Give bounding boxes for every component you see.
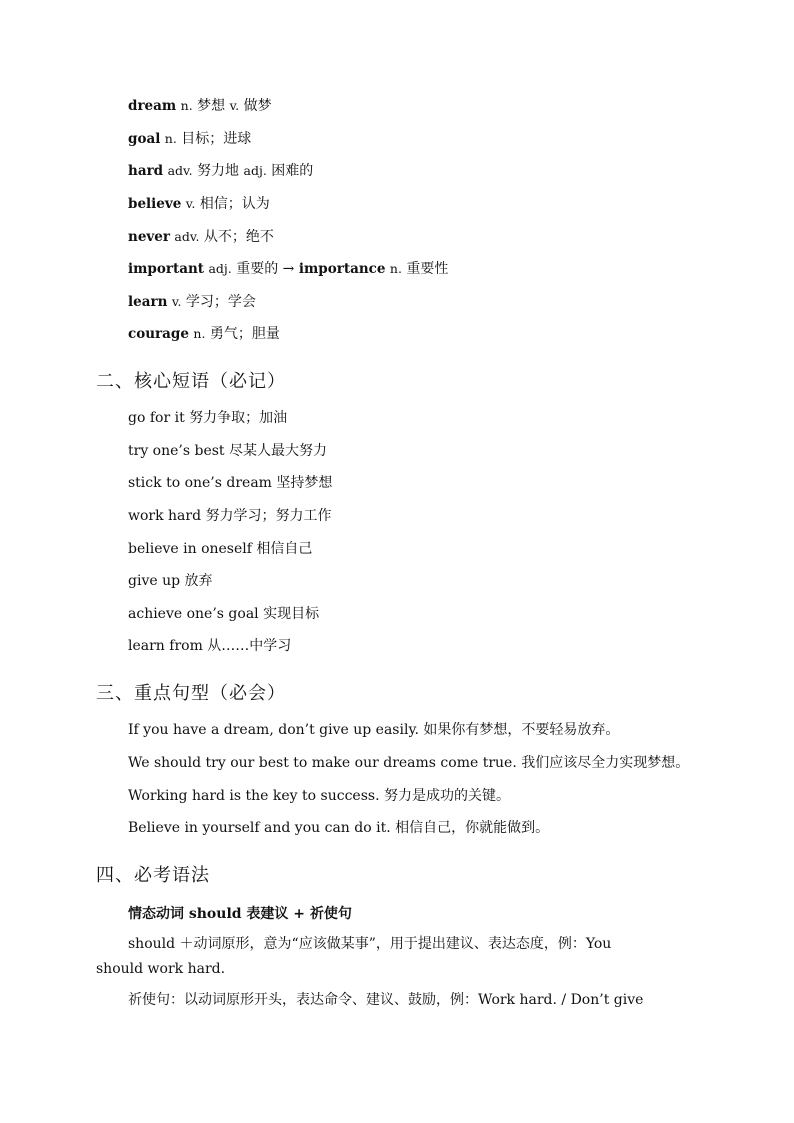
grammar-paragraph: 祈使句：以动词原形开头，表达命令、建议、鼓励，例：Work hard. / Don’t give: [128, 992, 644, 1008]
grammar-paragraph: should work hard.: [96, 961, 226, 977]
vocab-word: goal: [128, 131, 161, 147]
vocab-pos: n.: [193, 326, 206, 341]
phrase-item: try one’s best 尽某人最大努力: [128, 443, 328, 459]
vocab-meaning: 做梦: [243, 98, 272, 114]
sentence-item: Working hard is the key to success. 努力是成功的关键。: [128, 788, 510, 804]
phrase-item: work hard 努力学习；努力工作: [128, 508, 332, 524]
vocab-meaning: 重要性: [406, 261, 449, 277]
vocab-pos: v.: [185, 196, 196, 211]
vocab-meaning: 目标；进球: [181, 131, 252, 147]
phrase-item: achieve one’s goal 实现目标: [128, 606, 320, 622]
vocab-word: importance: [298, 261, 386, 277]
sentence-item: We should try our best to make our dreams come true. 我们应该尽全力实现梦想。: [128, 755, 690, 771]
vocab-item: [128, 227, 274, 247]
vocab-meaning: 努力地: [197, 163, 240, 179]
vocab-pos: adv.: [167, 163, 193, 178]
phrase-item: give up 放弃: [128, 573, 213, 589]
vocab-meaning: 困难的: [271, 163, 314, 179]
phrase-item: believe in oneself 相信自己: [128, 541, 313, 557]
vocab-item: [128, 96, 272, 116]
vocab-item: [128, 161, 313, 181]
vocab-item: [128, 324, 280, 344]
grammar-paragraph: should ＋动词原形，意为“应该做某事”，用于提出建议、表达态度，例：You: [128, 936, 612, 952]
vocab-pos: adv.: [174, 229, 200, 244]
vocab-meaning: 从不；绝不: [203, 229, 274, 245]
vocab-meaning: 勇气；胆量: [209, 326, 280, 342]
vocab-word: learn: [128, 294, 168, 310]
vocab-word: important: [128, 261, 205, 277]
phrase-item: stick to one’s dream 坚持梦想: [128, 475, 333, 491]
vocab-pos: n.: [389, 261, 402, 276]
section-heading: 三、重点句型（必会）: [96, 683, 286, 704]
vocab-pos: n.: [164, 131, 177, 146]
vocab-meaning: 重要的 →: [236, 261, 295, 277]
grammar-subtitle: 情态动词 should 表建议 + 祈使句: [128, 906, 352, 922]
vocab-item: [128, 292, 256, 312]
phrase-item: go for it 努力争取；加油: [128, 410, 288, 426]
vocab-pos: adj.: [208, 261, 232, 276]
vocab-word: dream: [128, 98, 177, 114]
vocab-pos: v.: [229, 98, 240, 113]
vocab-item: [128, 259, 448, 279]
sentence-item: If you have a dream, don’t give up easily. 如果你有梦想，不要轻易放弃。: [128, 722, 620, 738]
vocab-pos: adj.: [243, 163, 267, 178]
vocab-item: [128, 194, 270, 214]
vocab-word: believe: [128, 196, 182, 212]
vocab-word: courage: [128, 326, 189, 342]
vocab-meaning: 学习；学会: [185, 294, 256, 310]
vocab-meaning: 梦想: [197, 98, 226, 114]
vocab-pos: v.: [171, 294, 182, 309]
section-heading: 二、核心短语（必记）: [96, 371, 286, 392]
vocab-item: [128, 129, 251, 149]
vocab-word: never: [128, 229, 170, 245]
vocab-word: hard: [128, 163, 164, 179]
sentence-item: Believe in yourself and you can do it. 相信自己，你就能做到。: [128, 820, 550, 836]
phrase-item: learn from 从……中学习: [128, 638, 292, 654]
vocab-meaning: 相信；认为: [199, 196, 270, 212]
section-heading: 四、必考语法: [96, 865, 210, 886]
vocab-pos: n.: [180, 98, 193, 113]
